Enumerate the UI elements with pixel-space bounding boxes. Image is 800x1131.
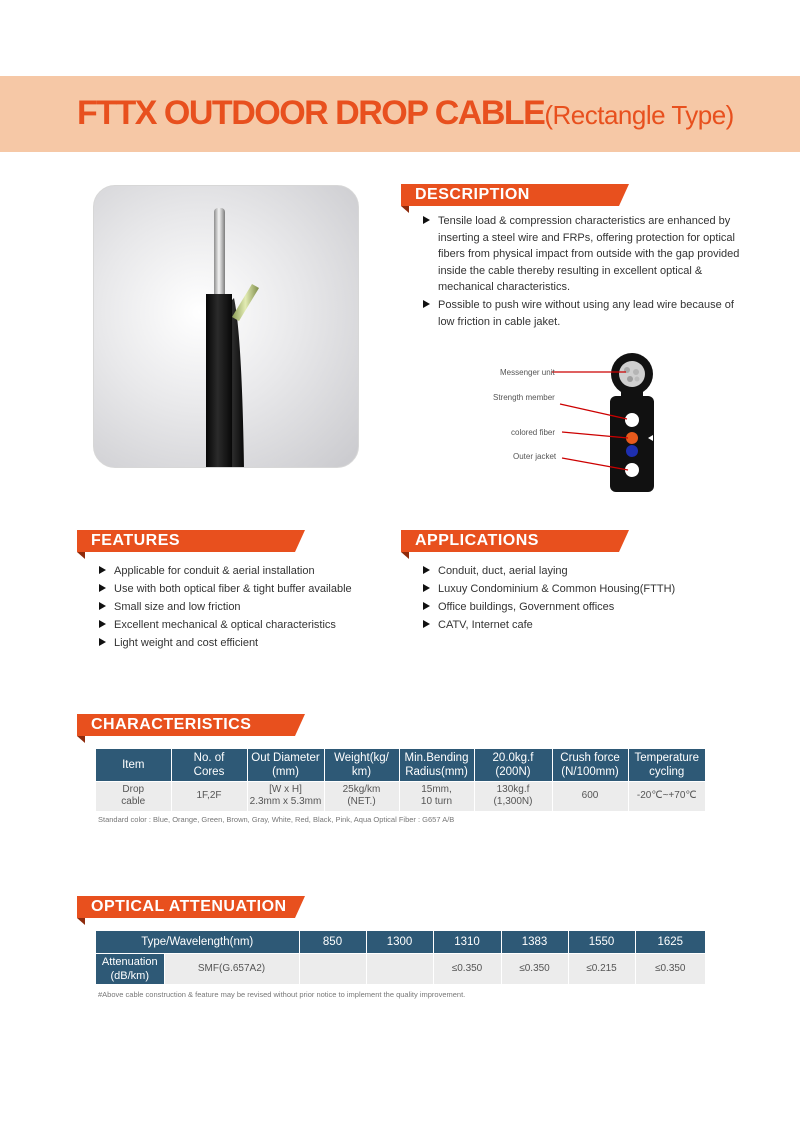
table-header-row (96, 749, 705, 781)
list-item: Use with both optical fiber & tight buffer available (96, 581, 396, 598)
optical-title: OPTICAL ATTENUATION (91, 898, 287, 915)
col-cores: No. of Cores (171, 749, 247, 781)
list-item: Office buildings, Government offices (420, 599, 760, 616)
cell: 25kg/km (NET.) (324, 781, 399, 811)
cell (366, 953, 433, 984)
col-bending: Min.Bending Radius(mm) (399, 749, 474, 781)
title-main: FTTX OUTDOOR DROP CABLE (77, 94, 545, 132)
col-850: 850 (299, 931, 366, 953)
label-outer-jacket: Outer jacket (513, 452, 557, 461)
features-header (77, 530, 307, 552)
cable-cross-section (470, 352, 670, 497)
product-photo (93, 185, 359, 468)
cell: ≤0.350 (433, 953, 501, 984)
characteristics-note: Standard color : Blue, Orange, Green, Brown, Gray, White, Red, Black, Pink, Aqua Optical Fiber : G657 A/B (98, 815, 455, 824)
title-banner (0, 76, 800, 152)
list-item: Light weight and cost efficient (96, 635, 396, 652)
list-item: Luxuy Condominium & Common Housing(FTTH) (420, 581, 760, 598)
list-item: Small size and low friction (96, 599, 396, 616)
cell: 1F,2F (171, 781, 247, 811)
optical-header (77, 896, 307, 918)
cell: ≤0.350 (635, 953, 705, 984)
cell: ≤0.350 (501, 953, 568, 984)
list-item: Excellent mechanical & optical characteristics (96, 617, 396, 634)
optical-table (96, 931, 705, 985)
list-item: Applicable for conduit & aerial installation (96, 563, 396, 580)
col-item: Item (96, 749, 171, 781)
table-row (96, 781, 705, 811)
list-item: Tensile load & compression characteristics are enhanced by inserting a steel wire and FRPs, offering protection for optical fibers from physical impact from outside with the gap provided inside the cable thereby resulting in excellent optical & mechanical characteristics. (420, 213, 750, 296)
table-row (96, 953, 705, 984)
description-header (401, 184, 631, 206)
title-sub: (Rectangle Type) (544, 100, 734, 130)
row-label: Attenuation (dB/km) (96, 953, 164, 984)
cell: Drop cable (96, 781, 171, 811)
col-temperature: Temperature cycling (628, 749, 705, 781)
table-header-row (96, 931, 705, 953)
cell: 15mm, 10 turn (399, 781, 474, 811)
cable-photo-icon (94, 186, 359, 468)
list-item: Possible to push wire without using any lead wire because of low friction in cable jaket. (420, 297, 750, 330)
characteristics-title: CHARACTERISTICS (91, 716, 252, 733)
cell: ≤0.215 (568, 953, 635, 984)
list-item: CATV, Internet cafe (420, 617, 760, 634)
col-weight: Weight(kg/ km) (324, 749, 399, 781)
characteristics-header (77, 714, 307, 736)
features-title: FEATURES (91, 532, 181, 549)
cell: -20℃~+70℃ (628, 781, 705, 811)
label-colored-fiber: colored fiber (511, 428, 556, 437)
cell: 130kg.f (1,300N) (474, 781, 552, 811)
cell: SMF(G.657A2) (164, 953, 299, 984)
cell: [W x H] 2.3mm x 5.3mm (247, 781, 324, 811)
optical-note: #Above cable construction & feature may be revised without prior notice to implement the quality improvement. (98, 990, 466, 999)
col-type: Type/Wavelength(nm) (96, 931, 299, 953)
page-title (77, 94, 734, 133)
characteristics-table (96, 749, 705, 811)
label-messenger-unit: Messenger unit (500, 368, 555, 377)
col-1300: 1300 (366, 931, 433, 953)
col-1383: 1383 (501, 931, 568, 953)
applications-title: APPLICATIONS (415, 532, 539, 549)
col-tensile: 20.0kg.f (200N) (474, 749, 552, 781)
label-strength-member: Strength member (493, 393, 555, 402)
col-crush: Crush force (N/100mm) (552, 749, 628, 781)
applications-list (420, 563, 760, 635)
col-diameter: Out Diameter (mm) (247, 749, 324, 781)
description-title: DESCRIPTION (415, 186, 530, 203)
col-1550: 1550 (568, 931, 635, 953)
description-list (420, 213, 750, 332)
features-list (96, 563, 396, 653)
cell (299, 953, 366, 984)
list-item: Conduit, duct, aerial laying (420, 563, 760, 580)
col-1310: 1310 (433, 931, 501, 953)
col-1625: 1625 (635, 931, 705, 953)
applications-header (401, 530, 631, 552)
cell: 600 (552, 781, 628, 811)
